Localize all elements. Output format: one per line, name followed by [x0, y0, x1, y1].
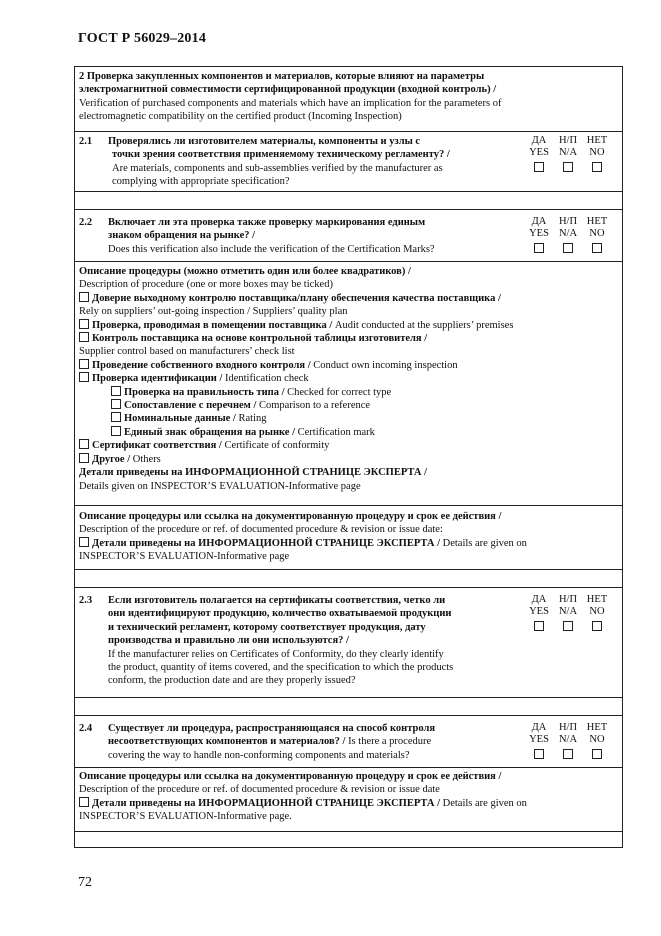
procedure-option-identification: Проверка идентификации / Identification check — [79, 372, 618, 385]
procedure-reference-block — [75, 767, 622, 831]
question-text-en-cont: conform, the production date and are they properly issued? — [108, 675, 356, 687]
section-title-ru-cont: электромагнитной совместимости сертифицированной продукции (входной контроль) / — [79, 84, 497, 96]
spacer-row — [75, 697, 622, 715]
option-yes: ДА YES — [526, 722, 552, 759]
procedure-details-en: Details given on INSPECTOR’S EVALUATION-Informative page — [79, 480, 361, 492]
yes-checkbox[interactable] — [534, 162, 544, 172]
question-text-en-cont: the product, quantity of items covered, and the specification to which the products — [108, 662, 454, 674]
procedure-option-certificate: Сертификат соответствия / Certificate of conformity — [79, 439, 618, 452]
document-header: ГОСТ Р 56029–2014 — [78, 31, 207, 46]
checkbox[interactable] — [79, 319, 89, 329]
procedure-option-supplier-outgoing-en: Rely on suppliers’ out-going inspection / Suppliers’ quality plan — [79, 306, 348, 318]
procedure-description-block — [75, 261, 622, 505]
section-title-block — [75, 67, 622, 131]
na-checkbox[interactable] — [563, 621, 573, 631]
spacer-row — [75, 569, 622, 587]
reference-title-ru: Описание процедуры или ссылка на документированную процедуру и срок ее действия / — [79, 511, 502, 522]
option-na: Н/П N/A — [555, 135, 581, 172]
question-text-ru: Если изготовитель полагается на сертификаты соответствия, четко ли — [108, 595, 446, 606]
question-text-ru-cont: производства и правильно ли они используются? / — [108, 635, 349, 647]
question-text-en: Are materials, components and sub-assemblies verified by the manufacturer as — [112, 162, 443, 174]
reference-details: Детали приведены на ИНФОРМАЦИОННОЙ СТРАНИЦЕ ЭКСПЕРТА / Details are given on — [79, 797, 618, 810]
question-number: 2.2 — [79, 217, 93, 228]
procedure-suboption-rating: Номинальные данные / Rating — [79, 412, 618, 425]
question-2-1 — [75, 131, 622, 191]
procedure-suboption-type: Проверка на правильность типа / Checked for correct type — [79, 386, 618, 399]
question-number: 2.1 — [79, 136, 93, 147]
no-checkbox[interactable] — [592, 621, 602, 631]
procedure-title-ru: Описание процедуры (можно отметить один или более квадратиков) / — [79, 266, 411, 277]
checkbox[interactable] — [79, 797, 89, 807]
checkbox[interactable] — [111, 426, 121, 436]
checkbox[interactable] — [79, 332, 89, 342]
question-number: 2.3 — [79, 595, 93, 606]
checkbox[interactable] — [111, 412, 121, 422]
option-yes: ДА YES — [526, 594, 552, 631]
no-checkbox[interactable] — [592, 162, 602, 172]
question-text-en-cont: complying with appropriate specification? — [112, 176, 290, 188]
procedure-title-en: Description of procedure (one or more boxes may be ticked) — [79, 279, 333, 291]
procedure-details-ru: Детали приведены на ИНФОРМАЦИОННОЙ СТРАНИЦЕ ЭКСПЕРТА / — [79, 467, 428, 479]
question-text-ru: Проверялись ли изготовителем материалы, компоненты и узлы с — [108, 136, 421, 147]
section-title-en-cont: electromagnetic compatibility on the certified product (Incoming Inspection) — [79, 111, 402, 123]
option-yes: ДА YES — [526, 135, 552, 172]
no-checkbox[interactable] — [592, 243, 602, 253]
option-na: Н/П N/A — [555, 722, 581, 759]
question-text-ru-cont: они идентифицируют продукцию, количество охватываемой продукции — [108, 608, 452, 620]
page-number: 72 — [78, 875, 92, 890]
section-title-en: Verification of purchased components and materials which have an implication for the parameters of — [79, 97, 502, 109]
option-no: НЕТ NO — [584, 722, 610, 759]
procedure-suboption-reference: Сопоставление с перечнем / Comparison to a reference — [79, 399, 618, 412]
question-2-2 — [75, 209, 622, 261]
answer-options — [526, 135, 610, 172]
no-checkbox[interactable] — [592, 749, 602, 759]
question-text-ru-cont: знаком обращения на рынке? / — [108, 230, 256, 242]
procedure-option-supplier-control: Контроль поставщика на основе контрольной таблицы изготовителя / — [79, 332, 618, 345]
checkbox[interactable] — [111, 386, 121, 396]
procedure-option-supplier-control-en: Supplier control based on manufacturers’ check list — [79, 346, 295, 358]
reference-title-en: Description of the procedure or ref. of documented procedure & revision or issue date: — [79, 524, 443, 536]
answer-options — [526, 216, 610, 253]
yes-checkbox[interactable] — [534, 243, 544, 253]
procedure-option-supplier-outgoing: Доверие выходному контролю поставщика/плану обеспечения качества поставщика / — [79, 292, 618, 305]
spacer-row — [75, 831, 622, 847]
option-yes: ДА YES — [526, 216, 552, 253]
reference-details-en-cont: INSPECTOR’S EVALUATION-Informative page. — [79, 811, 292, 823]
checkbox[interactable] — [111, 399, 121, 409]
checkbox[interactable] — [79, 453, 89, 463]
question-text-ru: Существует ли процедура, распространяющаяся на способ контроля — [108, 723, 436, 734]
checkbox[interactable] — [79, 439, 89, 449]
answer-options — [526, 594, 610, 631]
checkbox[interactable] — [79, 537, 89, 547]
question-text-en: covering the way to handle non-conforming components and materials? — [108, 749, 410, 761]
procedure-option-supplier-audit: Проверка, проводимая в помещении поставщика / Audit conducted at the suppliers’ premises — [79, 319, 618, 332]
question-text-en: Does this verification also include the verification of the Certification Marks? — [108, 243, 435, 255]
checklist-table — [74, 66, 623, 848]
reference-title-ru: Описание процедуры или ссылка на документированную процедуру и срок ее действия / — [79, 771, 502, 782]
checkbox[interactable] — [79, 372, 89, 382]
procedure-option-other: Другое / Others — [79, 453, 618, 466]
question-text-en: If the manufacturer relies on Certificates of Conformity, do they clearly identify — [108, 648, 444, 660]
option-no: НЕТ NO — [584, 594, 610, 631]
na-checkbox[interactable] — [563, 749, 573, 759]
reference-title-en: Description of the procedure or ref. of documented procedure & revision or issue date — [79, 784, 440, 796]
procedure-suboption-mark: Единый знак обращения на рынке / Certification mark — [79, 426, 618, 439]
option-no: НЕТ NO — [584, 216, 610, 253]
section-title-ru: 2 Проверка закупленных компонентов и материалов, которые влияют на параметры — [79, 71, 485, 82]
yes-checkbox[interactable] — [534, 621, 544, 631]
option-na: Н/П N/A — [555, 594, 581, 631]
na-checkbox[interactable] — [563, 243, 573, 253]
option-na: Н/П N/A — [555, 216, 581, 253]
reference-details: Детали приведены на ИНФОРМАЦИОННОЙ СТРАНИЦЕ ЭКСПЕРТА / Details are given on — [79, 537, 618, 550]
question-text-ru-cont: точки зрения соответствия применяемому техническому регламенту? / — [112, 149, 450, 161]
procedure-reference-block — [75, 505, 622, 569]
spacer-row — [75, 191, 622, 209]
option-no: НЕТ NO — [584, 135, 610, 172]
reference-details-en-cont: INSPECTOR’S EVALUATION-Informative page — [79, 551, 290, 563]
question-text-mixed: несоответствующих компонентов и материалов? / Is there a procedure — [108, 736, 432, 748]
yes-checkbox[interactable] — [534, 749, 544, 759]
question-number: 2.4 — [79, 723, 93, 734]
answer-options — [526, 722, 610, 759]
checkbox[interactable] — [79, 292, 89, 302]
question-text-ru: Включает ли эта проверка также проверку маркирования единым — [108, 217, 426, 228]
procedure-option-own-incoming: Проведение собственного входного контроля / Conduct own incoming inspection — [79, 359, 618, 372]
question-text-ru-cont: и технический регламент, которому соответствует продукция, дату — [108, 621, 426, 633]
question-2-4 — [75, 715, 622, 767]
question-2-3 — [75, 587, 622, 697]
na-checkbox[interactable] — [563, 162, 573, 172]
checkbox[interactable] — [79, 359, 89, 369]
